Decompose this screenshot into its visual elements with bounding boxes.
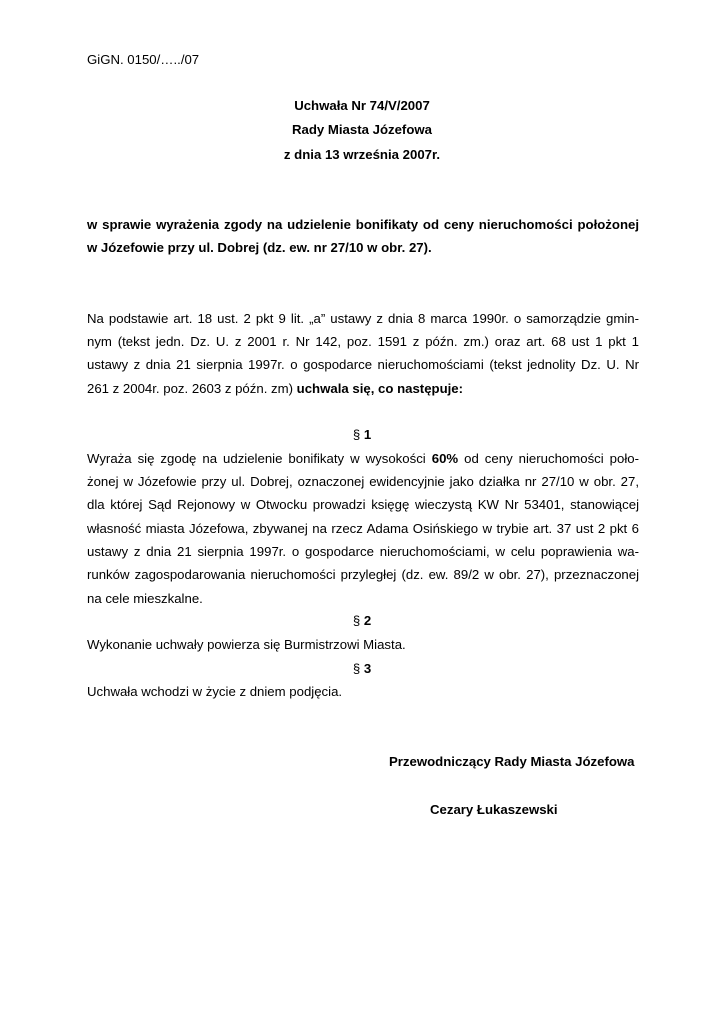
council-name: Rady Miasta Józefowa <box>292 122 432 137</box>
section-1-line-6: runków zagospodarowania nieruchomości przyległej (dz. ew. 89/2 w obr. 27), przeznaczonej <box>87 567 639 582</box>
subject-line-2: w Józefowie przy ul. Dobrej (dz. ew. nr 27/10 w obr. 27). <box>87 240 432 255</box>
section-symbol: § <box>352 661 361 676</box>
section-number: 1 <box>363 427 372 442</box>
section-1-line-1 <box>87 451 639 467</box>
section-1-line-3: dla której Sąd Rejonowy w Otwocku prowadzi księgę wieczystą KW Nr 53401, stanowiącej <box>87 497 639 512</box>
preamble-line-2: nym (tekst jedn. Dz. U. z 2001 r. Nr 142, poz. 1591 z późn. zm.) oraz art. 68 ust 1 pkt 1 <box>87 334 639 349</box>
section-number: 2 <box>363 613 372 628</box>
section-1-line-7: na cele mieszkalne. <box>87 591 203 606</box>
section-1-line-5: ustawy z dnia 21 sierpnia 1997r. o gospodarce nieruchomościami, w celu poprawienia wa- <box>87 544 639 559</box>
reference-number: GiGN. 0150/…../07 <box>87 52 200 67</box>
preamble-line-4 <box>87 381 463 397</box>
section-3-heading <box>0 661 724 677</box>
signatory-title: Przewodniczący Rady Miasta Józefowa <box>389 754 635 769</box>
section-2-heading <box>0 613 724 629</box>
preamble-line-1: Na podstawie art. 18 ust. 2 pkt 9 lit. „a” ustawy z dnia 8 marca 1990r. o samorządzie gmin- <box>87 311 639 326</box>
resolution-title: Uchwała Nr 74/V/2007 <box>294 98 430 113</box>
section-symbol: § <box>352 613 361 628</box>
section-1-heading <box>0 427 724 443</box>
section-2-text: Wykonanie uchwały powierza się Burmistrzowi Miasta. <box>87 637 406 652</box>
section-symbol: § <box>352 427 361 442</box>
discount-percentage: 60% <box>431 451 459 466</box>
section-3-text: Uchwała wchodzi w życie z dniem podjęcia. <box>87 684 343 699</box>
preamble-line-3: ustawy z dnia 21 sierpnia 1997r. o gospodarce nieruchomościami (tekst jednolity Dz. U. Nr <box>87 357 639 372</box>
resolution-date: z dnia 13 września 2007r. <box>283 147 441 162</box>
section-1-line-1-pre: Wyraża się zgodę na udzielenie bonifikaty w wysokości <box>87 451 432 466</box>
section-1-line-1-post: od ceny nieruchomości poło- <box>458 451 640 466</box>
subject-line-1: w sprawie wyrażenia zgody na udzielenie bonifikaty od ceny nieruchomości położonej <box>87 217 639 232</box>
section-number: 3 <box>363 661 372 676</box>
signatory-name: Cezary Łukaszewski <box>430 802 558 817</box>
preamble-line-4-text: 261 z 2004r. poz. 2603 z późn. zm) <box>87 381 293 396</box>
section-1-line-2: żonej w Józefowie przy ul. Dobrej, oznaczonej ewidencyjnie jako działka nr 27/10 w obr. 27, <box>87 474 639 489</box>
section-1-line-4: własność miasta Józefowa, zbywanej na rzecz Adama Osińskiego w trybie art. 37 ust 2 pkt 6 <box>87 521 639 536</box>
enacting-clause: uchwala się, co następuje: <box>296 381 464 396</box>
